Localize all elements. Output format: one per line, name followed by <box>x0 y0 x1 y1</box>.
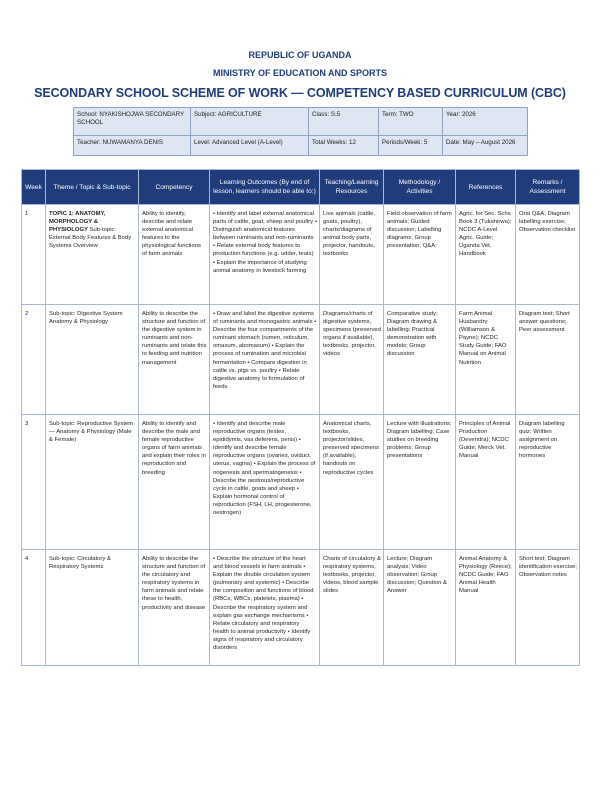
country-heading: REPUBLIC OF UGANDA <box>248 50 352 60</box>
methodology-cell: Field observation of farm animals; Guided discussion; Labelling diagrams; Group presentation; Q&A; <box>384 205 456 305</box>
topic-cell <box>46 205 139 305</box>
table-row <box>22 205 580 305</box>
info-subject: Subject: AGRICULTURE <box>191 108 309 136</box>
references-cell: Agric. for Sec. Schs Book 3 (Tukahirwa); NCDC A-Level Agric. Guide; Uganda Vet. Handbook <box>456 205 516 305</box>
methodology-cell: Comparative study; Diagram drawing & labelling; Practical demonstration with models; Group discussion <box>384 305 456 415</box>
info-class: Class: S.5 <box>309 108 379 136</box>
resources-cell: Live animals (cattle, goats, poultry), charts/diagrams of animal body parts, projector, handouts, textbooks <box>320 205 384 305</box>
competency-cell: Ability to describe the structure and function of the digestive system in ruminants and non-ruminants and relate this to feeding and nutrition management <box>139 305 210 415</box>
column-header-competency: Competency <box>139 170 210 205</box>
remarks-cell: Diagram test; Short answer questions; Peer assessment <box>516 305 580 415</box>
column-header-references: References <box>456 170 516 205</box>
references-cell: Farm Animal Husbandry (Williamson & Payne); NCDC Study Guide; FAO Manual on Animal Nutrition <box>456 305 516 415</box>
column-header-remarks: Remarks / Assessment <box>516 170 580 205</box>
info-teacher: Teacher: NUWAMANYA DENIS <box>74 136 191 156</box>
outcomes-cell: • Draw and label the digestive systems of ruminants and monogastric animals • Describe the four compartments of the ruminant stomach (rumen, reticulum, omasum, abomasum) • Explain the process of rumination and microbial fermentation • Compare digestion in cattle vs. pigs vs. poultry • Relate digestive anatomy to formulation of feeds <box>210 305 320 415</box>
references-cell: Animal Anatomy & Physiology (Reece); NCDC Guide; FAO Animal Health Manual <box>456 550 516 666</box>
info-level: Level: Advanced Level (A-Level) <box>191 136 309 156</box>
table-header-row <box>22 170 580 205</box>
outcomes-cell: • Identify and describe male reproductive organs (testes, epididymis, vas deferens, penis) • Identify and describe female reproductive organs (ovaries, oviduct, uterus, vagina) • Explain the process of oogenesis and spermatogenesis • Describe the oestrous/reproductive cycle in cattle, goats and sheep • Explain hormonal control of reproduction (FSH, LH, progesterone, oestrogen) <box>210 415 320 550</box>
column-header-week: Week <box>22 170 46 205</box>
column-header-topic: Theme / Topic & Sub-topic <box>46 170 139 205</box>
column-header-methodology: Methodology / Activities <box>384 170 456 205</box>
topic-cell: Sub-topic: Circulatory & Respiratory Systems <box>46 550 139 666</box>
week-cell: 2 <box>22 305 46 415</box>
remarks-cell: Oral Q&A; Diagram labelling exercise; Observation checklist <box>516 205 580 305</box>
scheme-info-table <box>73 107 528 156</box>
table-row <box>22 415 580 550</box>
week-cell: 4 <box>22 550 46 666</box>
info-school: School: NYAKISHOJWA SECONDARY SCHOOL <box>74 108 191 136</box>
document-title: SECONDARY SCHOOL SCHEME OF WORK — COMPETENCY BASED CURRICULUM (CBC) <box>34 86 566 100</box>
info-periods: Periods/Week: 5 <box>379 136 443 156</box>
week-cell: 3 <box>22 415 46 550</box>
info-term: Term: TWO <box>379 108 443 136</box>
ministry-heading: MINISTRY OF EDUCATION AND SPORTS <box>212 68 387 78</box>
week-cell: 1 <box>22 205 46 305</box>
competency-cell: Ability to describe the structure and function of the circulatory and respiratory systems in farm animals and relate these to health, productivity and disease <box>139 550 210 666</box>
outcomes-cell: • Identify and label external anatomical parts of cattle, goat, sheep and poultry • Distinguish anatomical features between ruminants and non-ruminants • Relate external body features to production functions (e.g. udder, teats) • Explain the importance of studying animal anatomy in livestock farming <box>210 205 320 305</box>
scheme-of-work-table <box>21 169 580 666</box>
topic-title: TOPIC 1: ANATOMY, MORPHOLOGY & PHYSIOLOGY <box>49 211 106 234</box>
remarks-cell: Diagram labelling quiz; Written assignment on reproductive hormones <box>516 415 580 550</box>
topic-cell: Sub-topic: Digestive System Anatomy & Physiology <box>46 305 139 415</box>
resources-cell: Diagrams/charts of digestive systems, specimens (preserved organs if available), textbooks, projector, videos <box>320 305 384 415</box>
subtopic-text: Sub-topic: External Body Features & Body Systems Overview <box>49 227 132 250</box>
remarks-cell: Short test; Diagram identification exercise; Observation notes <box>516 550 580 666</box>
info-date: Date: May – August 2026 <box>443 136 528 156</box>
references-cell: Principles of Animal Production (Devendra); NCDC Guide; Merck Vet. Manual <box>456 415 516 550</box>
info-year: Year: 2026 <box>443 108 528 136</box>
table-row <box>22 550 580 666</box>
topic-cell: Sub-topic: Reproductive System — Anatomy & Physiology (Male & Female) <box>46 415 139 550</box>
outcomes-cell: • Describe the structure of the heart and blood vessels in farm animals • Explain the double circulation system (pulmonary and systemic) • Describe the composition and functions of blood (RBCs, WBCs, platelets, plasma) • Describe the respiratory system and explain gas exchange mechanisms • Relate circulatory and respiratory health to animal productivity • Identify signs of respiratory and circulatory disorders <box>210 550 320 666</box>
competency-cell: Ability to identify, describe and relate external anatomical features to the physiological functions of farm animals <box>139 205 210 305</box>
column-header-resources: Teaching/Learning Resources <box>320 170 384 205</box>
resources-cell: Charts of circulatory & respiratory systems, textbooks, projector, videos, blood sample slides <box>320 550 384 666</box>
column-header-outcomes: Learning Outcomes (By end of lesson, learners should be able to:) <box>210 170 320 205</box>
table-row <box>22 305 580 415</box>
resources-cell: Anatomical charts, textbooks, projector/slides, preserved specimens (if available), handouts on reproductive cycles <box>320 415 384 550</box>
methodology-cell: Lecture with illustrations; Diagram labelling; Case studies on breeding problems; Group presentations <box>384 415 456 550</box>
competency-cell: Ability to identify and describe the male and female reproductive organs of farm animals and explain their roles in reproduction and breeding <box>139 415 210 550</box>
info-total-weeks: Total Weeks: 12 <box>309 136 379 156</box>
methodology-cell: Lecture; Diagram analysis; Video observation; Group discussion; Question & Answer <box>384 550 456 666</box>
